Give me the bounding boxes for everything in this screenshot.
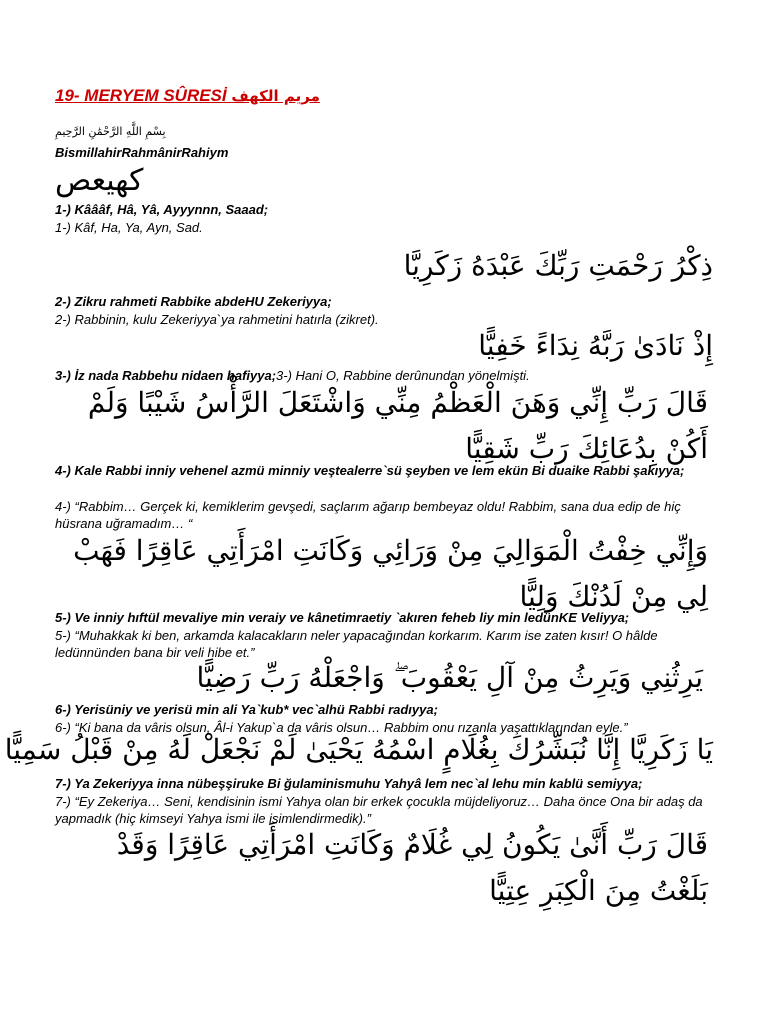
- verse-1-meaning: 1-) Kâf, Ha, Ya, Ayn, Sad.: [55, 220, 203, 235]
- title-latin: 19- MERYEM SÛRESİ: [55, 86, 227, 105]
- verse-5-arabic: وَإِنِّي خِفْتُ الْمَوَالِيَ مِنْ وَرَائِي وَكَانَتِ امْرَأَتِي عَاقِرًا فَهَبْ لِي مِنْ لَدُنْكَ وَلِيًّا: [73, 534, 708, 613]
- verse-7-meaning: 7-) “Ey Zekeriya… Seni, kendisinin ismi Yahya olan bir erkek çocukla müjdeliyoruz… Daha önce Ona bir adaş da yapmadık (hiç kimseyi Yahya ismi ile isimlendirmedik).”: [55, 794, 703, 826]
- verse-5-transliteration: 5-) Ve inniy hıftül mevaliye min veraiy ve kânetimraetiy `akıren feheb liy min ledünKE Veliyya;: [55, 610, 630, 625]
- verse-1-transliteration: 1-) Kâââf, Hâ, Yâ, Ayyynnn, Saaad;: [55, 202, 269, 217]
- verse-4-arabic: قَالَ رَبِّ إِنِّي وَهَنَ الْعَظْمُ مِنِّي وَاشْتَعَلَ الرَّأْسُ شَيْبًا وَلَمْ أَكُنْ بِدُعَائِكَ رَبِّ شَقِيًّا: [87, 386, 708, 465]
- verse-4-meaning: 4-) “Rabbim… Gerçek ki, kemiklerim gevşedi, saçlarım ağarıp bembeyaz oldu! Rabbim, sana dua edip de hiç hüsrana uğramadım… “: [55, 499, 681, 531]
- verse-7-transliteration: 7-) Ya Zekeriyya inna nübeşşiruke Bi ğulaminismuhu Yahyâ lem nec`al lehu min kablü semiyya;: [55, 776, 643, 791]
- verse-4-transliteration: 4-) Kale Rabbi inniy vehenel azmü minniy veştealerre`sü şeyben ve lem ekün Bi duaike Rabbi şakıyya;: [55, 463, 685, 478]
- verse-6-arabic: يَرِثُنِي وَيَرِثُ مِنْ آلِ يَعْقُوبَ ۖ وَاجْعَلْهُ رَبِّ رَضِيًّا: [196, 661, 703, 694]
- title-arabic: مريم الكهف: [231, 87, 320, 105]
- verse-6-meaning: 6-) “Ki bana da vâris olsun, Âl-i Yakup`a da vâris olsun… Rabbim onu rızanla yaşattıklarından eyle.”: [55, 720, 628, 735]
- verse-2-meaning: 2-) Rabbinin, kulu Zekeriyya`ya rahmetini hatırla (zikret).: [55, 312, 379, 327]
- verse-8-arabic: قَالَ رَبِّ أَنَّىٰ يَكُونُ لِي غُلَامٌ وَكَانَتِ امْرَأَتِي عَاقِرًا وَقَدْ بَلَغْتُ مِنَ الْكِبَرِ عِتِيًّا: [116, 828, 708, 907]
- verse-5-meaning: 5-) “Muhakkak ki ben, arkamda kalacakların neler yapacağından korkarım. Karım ise zaten kısır! O hâlde ledünnünden bana bir veli hibe et.”: [55, 628, 658, 660]
- verse-3-meaning: 3-) Hani O, Rabbine derûnundan yönelmişti.: [276, 368, 530, 383]
- verse-2-arabic: ذِكْرُ رَحْمَتِ رَبِّكَ عَبْدَهُ زَكَرِيَّا: [403, 249, 713, 282]
- page-title: [55, 86, 320, 106]
- verse-2-transliteration: 2-) Zikru rahmeti Rabbike abdeHU Zekeriyya;: [55, 294, 332, 309]
- opening-letters: كهيعص: [55, 163, 144, 198]
- basmala-transliteration: BismillahirRahmânirRahiym: [55, 145, 229, 160]
- verse-3-transliteration: 3-) İz nada Rabbehu nidaen hafiyya;: [55, 368, 277, 383]
- verse-3-arabic: إِذْ نَادَىٰ رَبَّهُ نِدَاءً خَفِيًّا: [478, 329, 713, 362]
- verse-6-transliteration: 6-) Yerisüniy ve yerisü min ali Ya`kub* vec`alhü Rabbi radıyya;: [55, 702, 438, 717]
- basmala-arabic: بِسْمِ اللَّهِ الرَّحْمَٰنِ الرَّحِيمِ: [55, 125, 166, 138]
- verse-7-arabic: يَا زَكَرِيَّا إِنَّا نُبَشِّرُكَ بِغُلَامٍ اسْمُهُ يَحْيَىٰ لَمْ نَجْعَلْ لَهُ مِنْ قَبْلُ سَمِيًّا: [4, 733, 713, 766]
